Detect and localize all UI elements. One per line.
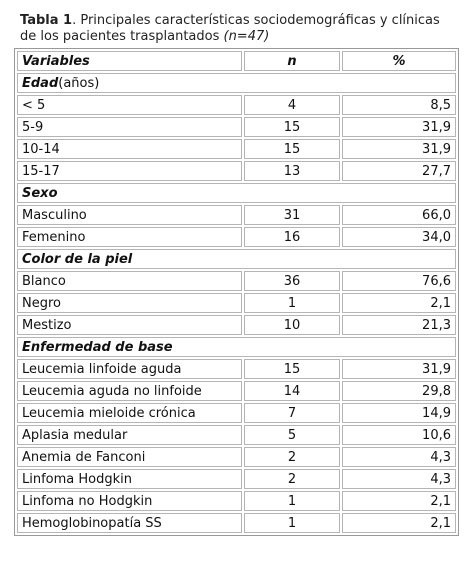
table-row: [17, 117, 456, 137]
table-row: [17, 227, 456, 247]
section-title: [17, 337, 456, 357]
section-title: [17, 249, 456, 269]
table-row: [17, 293, 456, 313]
table-row: [17, 161, 456, 181]
section-title-text: Edad: [22, 75, 59, 91]
row-percent: 21,3: [342, 315, 456, 335]
caption-text: . Principales características sociodemográficas y clínicas de los pacientes trasplantados: [20, 13, 440, 44]
row-percent: 34,0: [342, 227, 456, 247]
row-label: Linfoma no Hodgkin: [17, 491, 242, 511]
row-percent: 66,0: [342, 205, 456, 225]
data-table: [14, 48, 459, 536]
caption-sample-size: (n=47): [223, 29, 270, 44]
row-count: 15: [244, 139, 340, 159]
row-count: 15: [244, 117, 340, 137]
row-count: 15: [244, 359, 340, 379]
row-percent: 31,9: [342, 117, 456, 137]
row-count: 1: [244, 293, 340, 313]
header-row: [17, 51, 456, 71]
table-row: [17, 315, 456, 335]
row-label: Leucemia aguda no linfoide: [17, 381, 242, 401]
table-row: [17, 403, 456, 423]
section-row: [17, 249, 456, 269]
header-n: n: [244, 51, 340, 71]
section-title: [17, 183, 456, 203]
row-count: 2: [244, 447, 340, 467]
table-row: [17, 491, 456, 511]
table-row: [17, 95, 456, 115]
row-count: 36: [244, 271, 340, 291]
section-title-text: Enfermedad de base: [22, 339, 173, 355]
section-title-text: Color de la piel: [22, 251, 133, 267]
row-label: < 5: [17, 95, 242, 115]
section-row: [17, 73, 456, 93]
row-count: 1: [244, 513, 340, 533]
section-title-text: Sexo: [22, 185, 58, 201]
row-percent: 4,3: [342, 469, 456, 489]
row-count: 4: [244, 95, 340, 115]
row-count: 10: [244, 315, 340, 335]
row-count: 16: [244, 227, 340, 247]
row-percent: 29,8: [342, 381, 456, 401]
row-percent: 2,1: [342, 293, 456, 313]
row-label: 10-14: [17, 139, 242, 159]
row-percent: 27,7: [342, 161, 456, 181]
table-row: [17, 513, 456, 533]
row-percent: 8,5: [342, 95, 456, 115]
row-label: Masculino: [17, 205, 242, 225]
table-body: [17, 51, 456, 533]
caption-label: Tabla 1: [20, 13, 73, 28]
row-label: Leucemia mieloide crónica: [17, 403, 242, 423]
row-label: Aplasia medular: [17, 425, 242, 445]
section-title: [17, 73, 456, 93]
row-percent: 2,1: [342, 491, 456, 511]
section-row: [17, 337, 456, 357]
row-percent: 14,9: [342, 403, 456, 423]
row-count: 2: [244, 469, 340, 489]
row-label: Negro: [17, 293, 242, 313]
table-row: [17, 271, 456, 291]
row-label: Mestizo: [17, 315, 242, 335]
table-caption: [20, 13, 460, 45]
table-row: [17, 359, 456, 379]
row-percent: 31,9: [342, 139, 456, 159]
row-label: Blanco: [17, 271, 242, 291]
section-row: [17, 183, 456, 203]
row-label: 5-9: [17, 117, 242, 137]
row-count: 5: [244, 425, 340, 445]
table-row: [17, 139, 456, 159]
table-row: [17, 425, 456, 445]
row-count: 31: [244, 205, 340, 225]
row-label: 15-17: [17, 161, 242, 181]
section-title-suffix: (años): [58, 75, 100, 91]
row-label: Linfoma Hodgkin: [17, 469, 242, 489]
header-percent: %: [342, 51, 456, 71]
row-label: Leucemia linfoide aguda: [17, 359, 242, 379]
table-row: [17, 447, 456, 467]
row-percent: 31,9: [342, 359, 456, 379]
row-label: Hemoglobinopatía SS: [17, 513, 242, 533]
row-count: 13: [244, 161, 340, 181]
row-percent: 2,1: [342, 513, 456, 533]
row-label: Femenino: [17, 227, 242, 247]
table-row: [17, 469, 456, 489]
row-label: Anemia de Fanconi: [17, 447, 242, 467]
row-count: 14: [244, 381, 340, 401]
row-percent: 4,3: [342, 447, 456, 467]
header-variables: Variables: [17, 51, 242, 71]
row-percent: 10,6: [342, 425, 456, 445]
table-row: [17, 205, 456, 225]
row-percent: 76,6: [342, 271, 456, 291]
row-count: 7: [244, 403, 340, 423]
row-count: 1: [244, 491, 340, 511]
table-row: [17, 381, 456, 401]
